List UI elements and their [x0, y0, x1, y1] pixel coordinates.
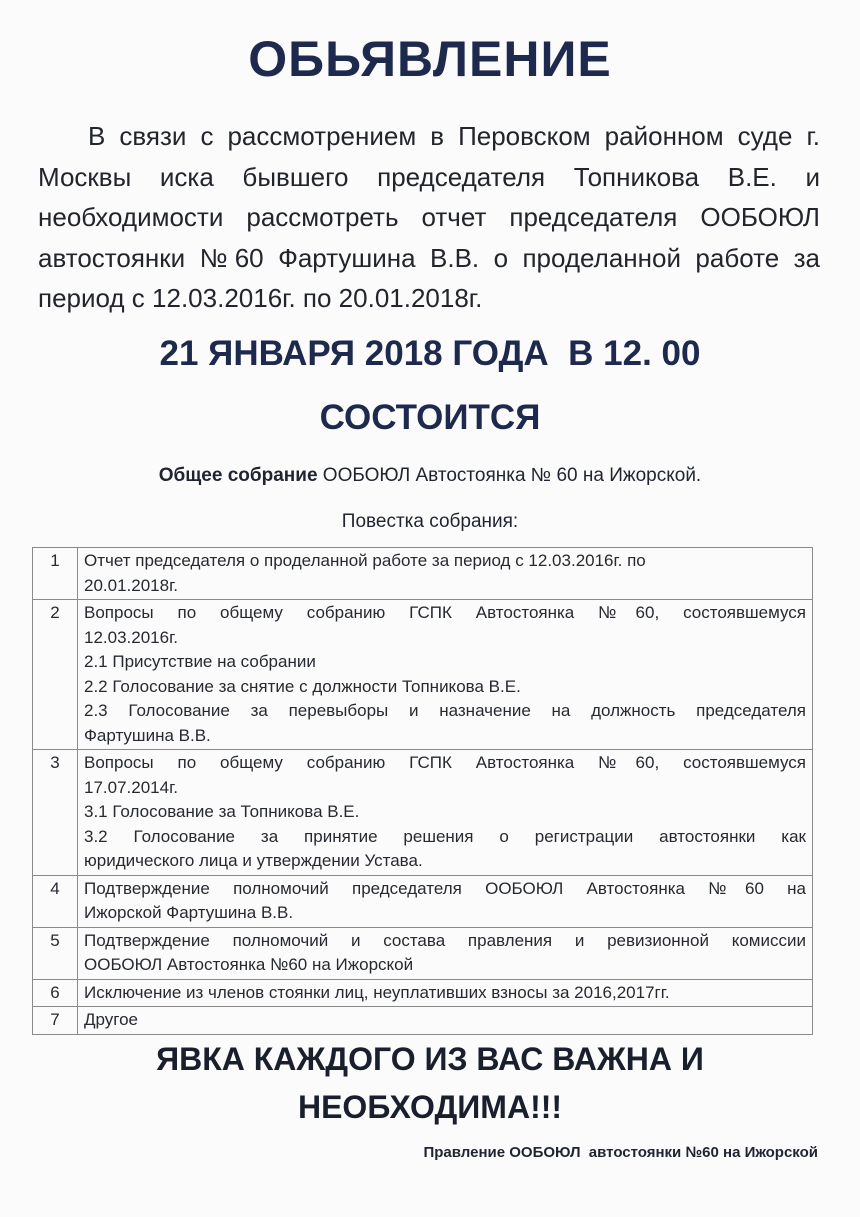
agenda-row	[33, 750, 813, 876]
document-title: ОБЬЯВЛЕНИЕ	[248, 31, 612, 87]
agenda-line: Подтверждение полномочий и состава правления и ревизионной комиссии	[84, 930, 806, 950]
signature: Правление ООБОЮЛ автостоянки №60 на Ижорской	[423, 1144, 818, 1161]
agenda-line: Вопросы по общему собранию ГСПК Автостоянка №60, состоявшемуся	[84, 753, 806, 772]
intro-line: автостоянки №60 Фартушина В.В. о проделанной работе за	[38, 242, 820, 273]
agenda-row	[33, 600, 813, 750]
intro-line: В связи с рассмотрением в Перовском районном суде г.	[88, 121, 820, 151]
agenda-line: Ижорской Фартушина В.В.	[84, 903, 294, 922]
agenda-row	[33, 548, 813, 600]
agenda-line: 2.2 Голосование за снятие с должности Топникова В.Е.	[84, 676, 521, 696]
closing-line-1: ЯВКА КАЖДОГО ИЗ ВАС ВАЖНА И	[156, 1041, 704, 1077]
agenda-table	[32, 547, 813, 1035]
agenda-line: 17.07.2014г.	[84, 777, 178, 797]
intro-line: необходимости рассмотреть отчет председателя ООБОЮЛ	[38, 202, 820, 232]
agenda-line: Вопросы по общему собранию ГСПК Автостоянка №60, состоявшемуся	[84, 603, 806, 622]
agenda-line: 12.03.2016г.	[84, 627, 178, 647]
agenda-line: Другое	[84, 1010, 139, 1029]
agenda-number: 4	[33, 875, 78, 927]
agenda-line: Фартушина В.В.	[84, 725, 211, 745]
agenda-text	[78, 600, 813, 750]
agenda-text	[78, 979, 813, 1007]
agenda-line: Подтверждение полномочий председателя ООБОЮЛ Автостоянка №60 на	[84, 878, 806, 898]
agenda-text	[78, 750, 813, 876]
agenda-line: 3.1 Голосование за Топникова В.Е.	[84, 802, 360, 821]
agenda-number: 7	[33, 1007, 78, 1035]
agenda-line: 2.3 Голосование за перевыборы и назначение на должность председателя	[84, 701, 806, 720]
date-heading: 21 ЯНВАРЯ 2018 ГОДА В 12. 00	[159, 334, 701, 373]
agenda-line: 20.01.2018г.	[84, 575, 178, 595]
agenda-text	[78, 548, 813, 600]
agenda-line: Отчет председателя о проделанной работе за период с 12.03.2016г. по	[84, 551, 646, 570]
agenda-line: 2.1 Присутствие на собрании	[84, 652, 316, 671]
intro-line: Москвы иска бывшего председателя Топникова В.Е. и	[38, 161, 820, 192]
agenda-text	[78, 927, 813, 979]
meeting-org: ООБОЮЛ Автостоянка № 60 на Ижорской.	[317, 465, 702, 486]
intro-line: период с 12.03.2016г. по 20.01.2018г.	[38, 283, 483, 313]
agenda-line: юридического лица и утверждении Устава.	[84, 851, 423, 870]
agenda-row	[33, 927, 813, 979]
agenda-number: 3	[33, 750, 78, 876]
closing-line-2: НЕОБХОДИМА!!!	[297, 1089, 563, 1125]
agenda-number: 2	[33, 600, 78, 750]
intro-paragraph	[38, 116, 820, 319]
agenda-line: 3.2 Голосование за принятие решения о регистрации автостоянки как	[84, 826, 806, 846]
agenda-text	[78, 875, 813, 927]
meeting-type: Общее собрание	[158, 465, 318, 486]
agenda-row	[33, 979, 813, 1007]
agenda-line: ООБОЮЛ Автостоянка №60 на Ижорской	[84, 955, 414, 974]
meeting-line	[0, 465, 860, 487]
agenda-title: Повестка собрания:	[341, 511, 519, 532]
agenda-row	[33, 875, 813, 927]
will-take-place-heading: СОСТОИТСЯ	[319, 398, 541, 437]
agenda-number: 5	[33, 927, 78, 979]
agenda-number: 1	[33, 548, 78, 600]
agenda-line: Исключение из членов стоянки лиц, неуплативших взносы за 2016,2017гг.	[84, 982, 670, 1002]
agenda-number: 6	[33, 979, 78, 1007]
